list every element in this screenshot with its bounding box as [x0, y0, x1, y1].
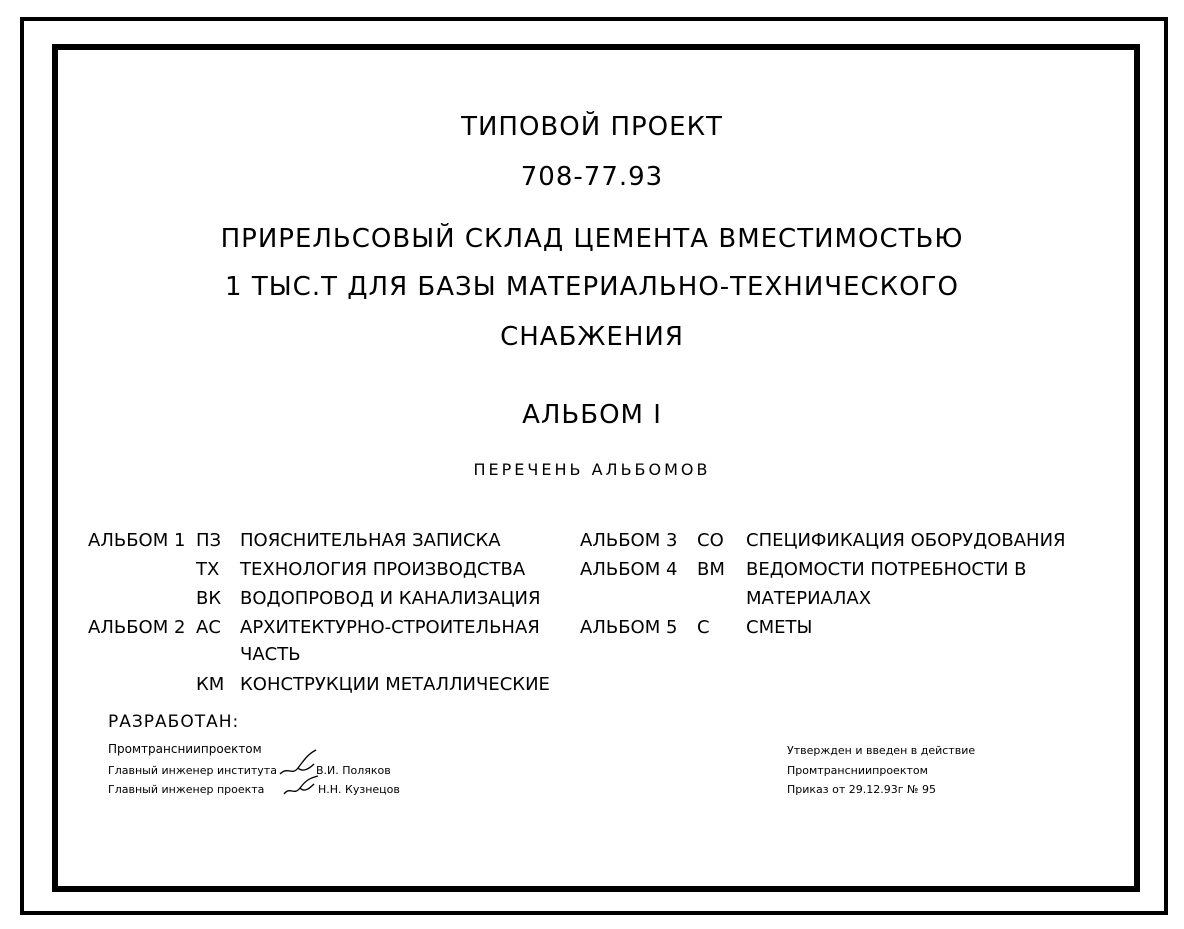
signature-project [282, 774, 324, 800]
chief-project-name: Н.Н. Кузнецов [318, 783, 400, 796]
album-code: ВМ [697, 559, 725, 580]
developer-org: Промтрансниипроектом [108, 742, 262, 756]
chief-project-role: Главный инженер проекта [108, 783, 265, 796]
album-code: ПЗ [196, 530, 222, 551]
album-name: ЧАСТЬ [240, 644, 301, 665]
album-label: АЛЬБОМ 2 [88, 617, 186, 638]
chief-institute-name: В.И. Поляков [316, 764, 391, 777]
album-name: СМЕТЫ [746, 617, 813, 638]
developed-label: РАЗРАБОТАН: [108, 712, 240, 732]
title-line-2: 1 ТЫС.Т ДЛЯ БАЗЫ МАТЕРИАЛЬНО-ТЕХНИЧЕСКОГО [225, 272, 959, 302]
album-name: ПОЯСНИТЕЛЬНАЯ ЗАПИСКА [240, 530, 501, 551]
chief-institute-role: Главный инженер института [108, 764, 277, 777]
album-code: КМ [196, 674, 225, 695]
album-name: ВЕДОМОСТИ ПОТРЕБНОСТИ В [746, 559, 1027, 580]
album-name: ТЕХНОЛОГИЯ ПРОИЗВОДСТВА [240, 559, 526, 580]
album-list-title: ПЕРЕЧЕНЬ АЛЬБОМОВ [473, 460, 711, 479]
album-code: СО [697, 530, 724, 551]
title-line-3: СНАБЖЕНИЯ [500, 322, 684, 352]
album-code: ВК [196, 588, 222, 609]
approval-line-2: Промтрансниипроектом [787, 764, 928, 777]
approval-line-1: Утвержден и введен в действие [787, 744, 976, 757]
approval-line-3: Приказ от 29.12.93г № 95 [787, 783, 936, 796]
album-name: МАТЕРИАЛАХ [746, 588, 872, 609]
album-label: АЛЬБОМ 4 [580, 559, 678, 580]
project-number: 708-77.93 [520, 162, 664, 192]
album-name: КОНСТРУКЦИИ МЕТАЛЛИЧЕСКИЕ [240, 674, 550, 695]
album-code: ТХ [196, 559, 220, 580]
album-label: АЛЬБОМ 3 [580, 530, 678, 551]
album-name: ВОДОПРОВОД И КАНАЛИЗАЦИЯ [240, 588, 541, 609]
type-label: ТИПОВОЙ ПРОЕКТ [461, 112, 723, 142]
album-code: АС [196, 617, 221, 638]
album-name: АРХИТЕКТУРНО-СТРОИТЕЛЬНАЯ [240, 617, 540, 638]
album-label: АЛЬБОМ 5 [580, 617, 678, 638]
title-line-1: ПРИРЕЛЬСОВЫЙ СКЛАД ЦЕМЕНТА ВМЕСТИМОСТЬЮ [220, 224, 964, 254]
album-name: СПЕЦИФИКАЦИЯ ОБОРУДОВАНИЯ [746, 530, 1066, 551]
album-title: АЛЬБОМ I [522, 400, 662, 430]
album-label: АЛЬБОМ 1 [88, 530, 186, 551]
album-code: С [697, 617, 710, 638]
